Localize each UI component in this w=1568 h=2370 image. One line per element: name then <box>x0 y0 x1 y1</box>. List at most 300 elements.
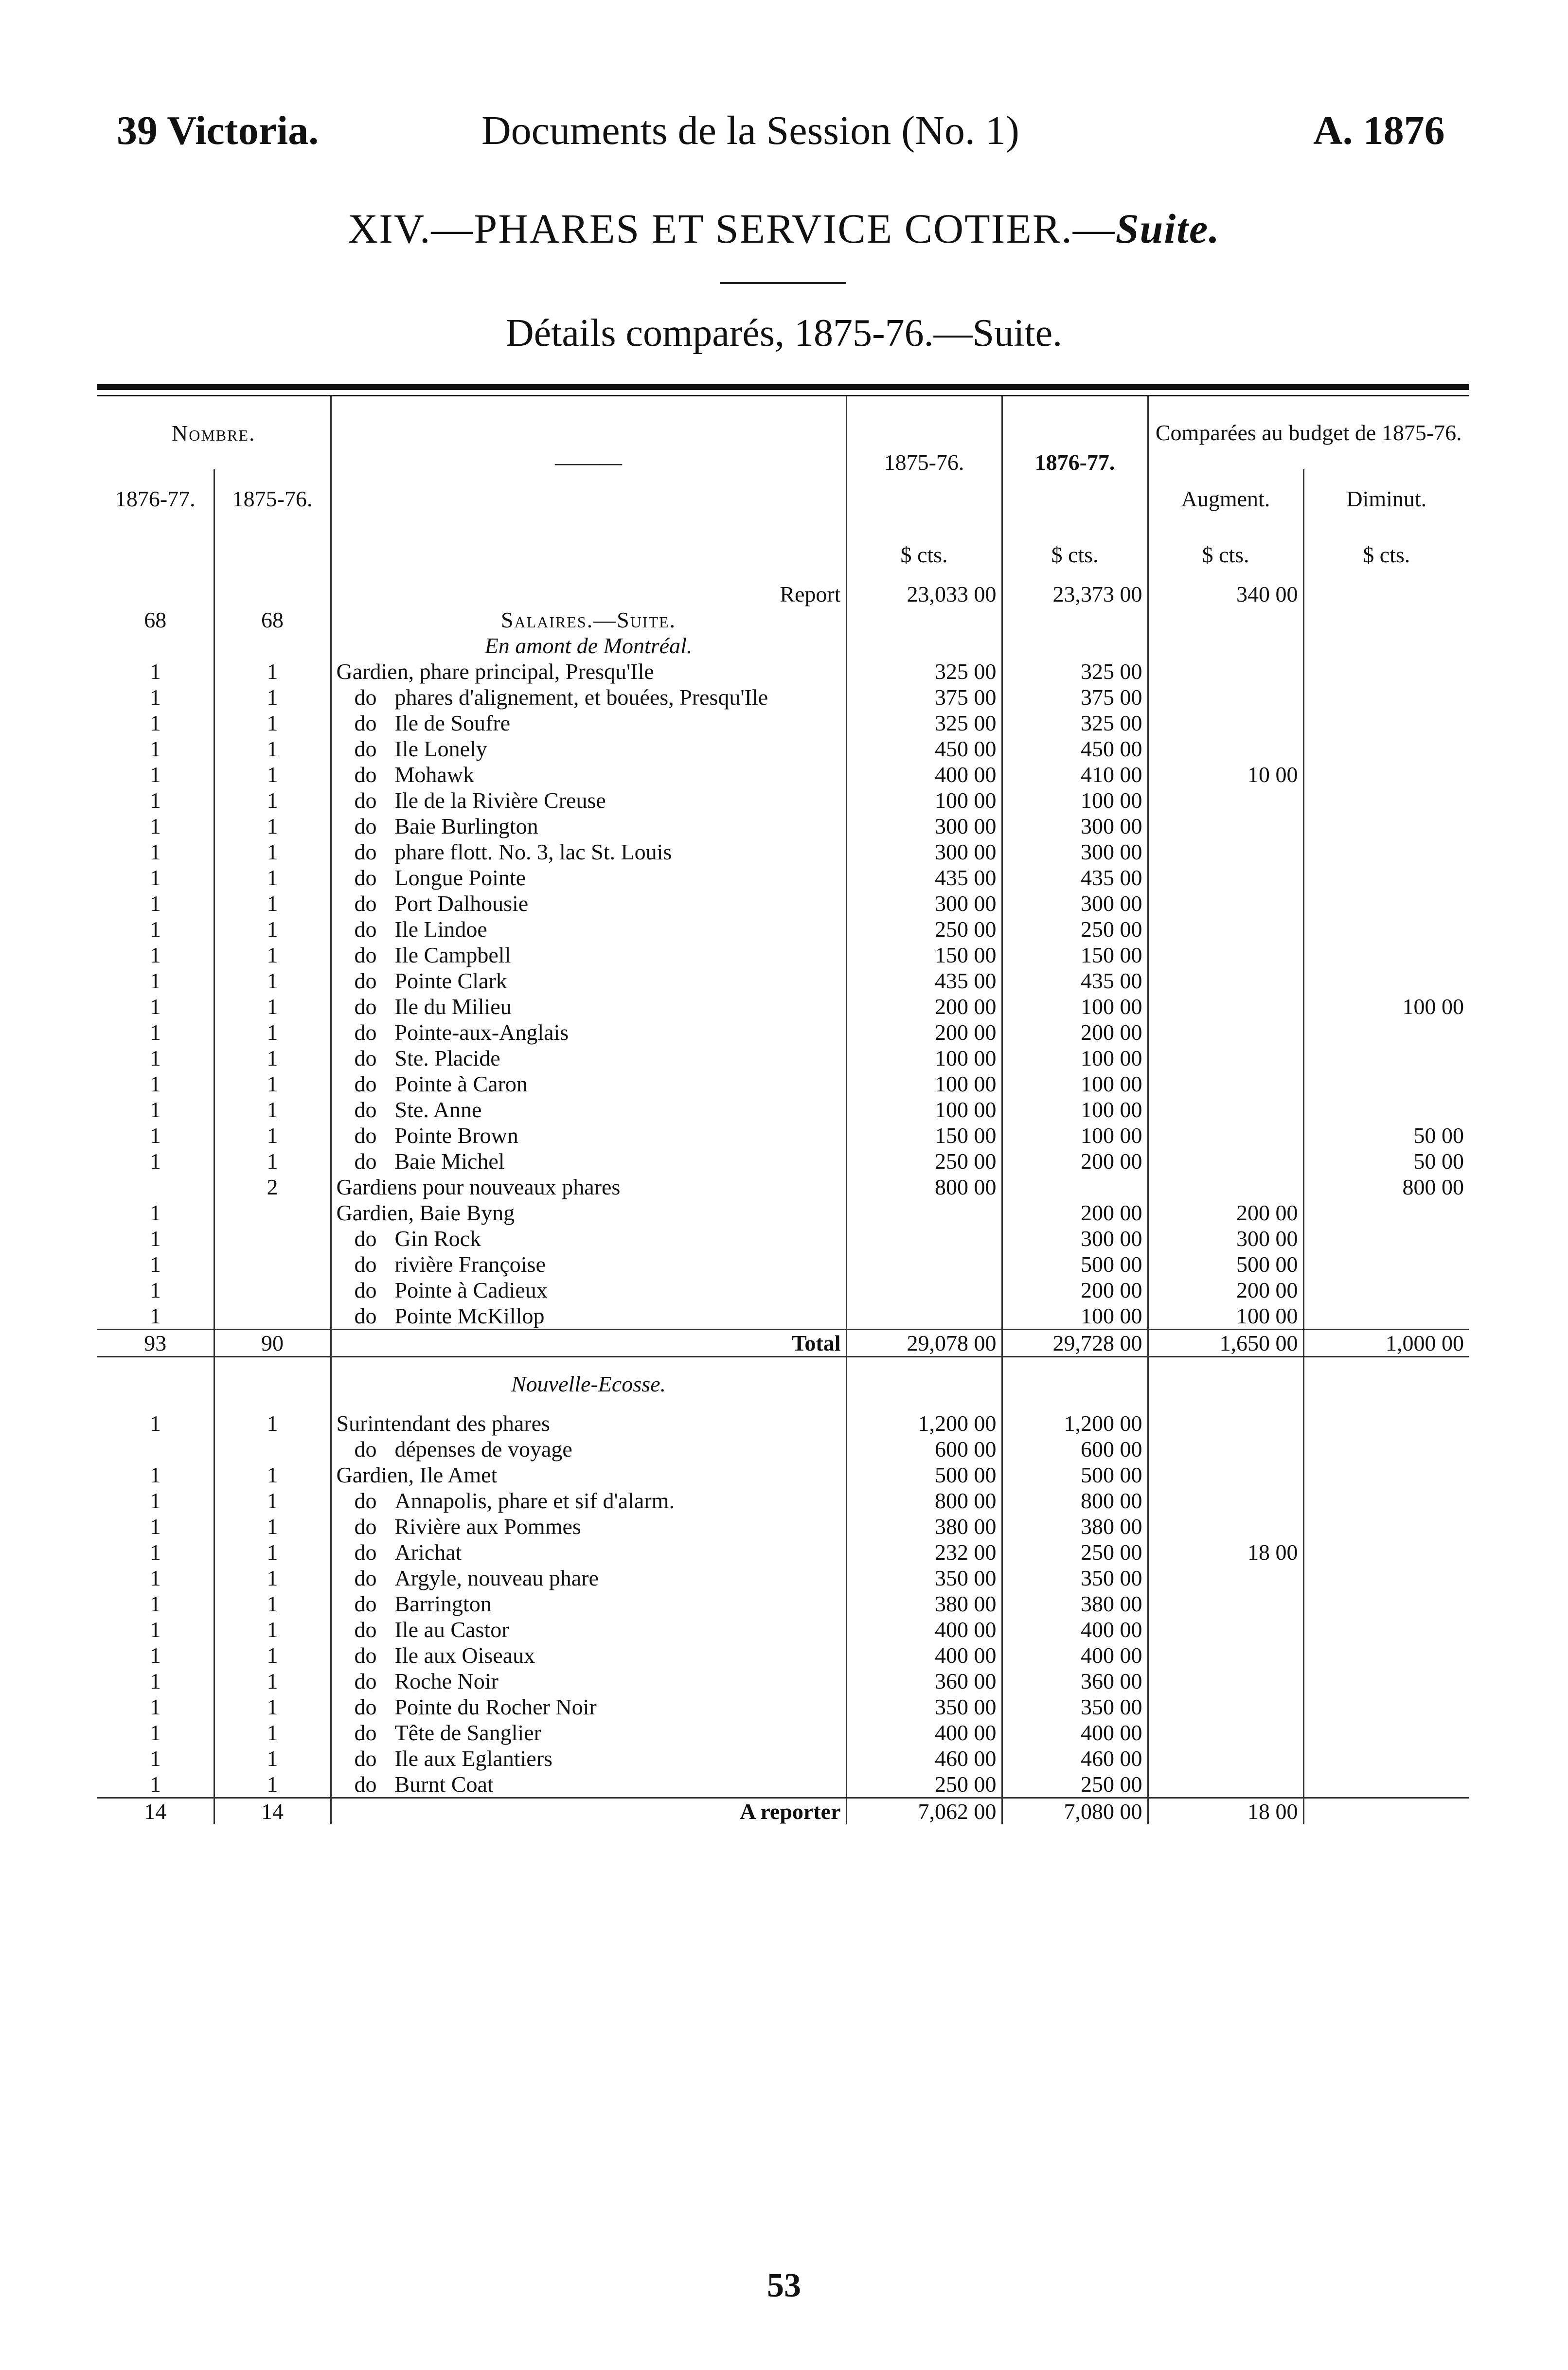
table-body <box>97 581 1469 1824</box>
ditto-mark: do <box>354 891 377 916</box>
description <box>331 1668 846 1694</box>
count-1875-76: 1 <box>214 1591 331 1617</box>
reporter-1875-76: 7,062 00 <box>846 1798 1002 1824</box>
table-row <box>97 1642 1469 1668</box>
description <box>331 865 846 891</box>
augment-value <box>1148 891 1303 916</box>
description-text: Ile aux Oiseaux <box>394 1642 535 1668</box>
description-text: Barrington <box>394 1591 492 1616</box>
ditto-mark: do <box>354 1097 377 1122</box>
diminut-value: 100 00 <box>1303 994 1469 1019</box>
augment-value <box>1148 839 1303 865</box>
augment-value <box>1148 942 1303 968</box>
description-text: Pointe du Rocher Noir <box>394 1694 597 1719</box>
description-text: Argyle, nouveau phare <box>394 1565 599 1590</box>
amount-1875-76: 400 00 <box>846 1617 1002 1642</box>
description <box>331 994 846 1019</box>
diminut-value <box>1303 865 1469 891</box>
currency-spacer <box>331 528 846 581</box>
description <box>331 1488 846 1514</box>
description-text: Ile du Milieu <box>394 994 512 1019</box>
col-description: ——— <box>331 396 846 528</box>
augment-value: 200 00 <box>1148 1200 1303 1226</box>
total-label: Total <box>331 1330 846 1357</box>
diminut-value <box>1303 1694 1469 1720</box>
diminut-value: 50 00 <box>1303 1123 1469 1148</box>
table-row <box>97 710 1469 736</box>
count-1875-76: 1 <box>214 1539 331 1565</box>
total-n2: 90 <box>214 1330 331 1357</box>
details-table <box>97 396 1469 1824</box>
amount-1876-77: 200 00 <box>1002 1019 1148 1045</box>
diminut-value <box>1303 736 1469 762</box>
diminut-value <box>1303 1019 1469 1045</box>
count-1875-76: 2 <box>214 1174 331 1200</box>
ditto-mark: do <box>354 839 377 864</box>
augment-value <box>1148 916 1303 942</box>
reporter-n1: 14 <box>97 1798 214 1824</box>
ditto-mark: do <box>354 1149 377 1174</box>
count-1876-77: 1 <box>149 968 161 993</box>
augment-value: 300 00 <box>1148 1226 1303 1251</box>
table-row <box>97 839 1469 865</box>
col-nombre: Nombre. <box>171 420 256 445</box>
description <box>331 787 846 813</box>
diminut-value <box>1303 659 1469 684</box>
carry-forward-row <box>97 1798 1469 1824</box>
description-text: Roche Noir <box>394 1668 499 1693</box>
description <box>331 1617 846 1642</box>
table-row <box>97 787 1469 813</box>
augment-value <box>1148 994 1303 1019</box>
description <box>331 1019 846 1045</box>
amount-1876-77: 600 00 <box>1002 1436 1148 1462</box>
currency-label: $ cts. <box>1148 528 1303 581</box>
amount-1875-76: 450 00 <box>846 736 1002 762</box>
amount-1875-76: 200 00 <box>846 1019 1002 1045</box>
count-1875-76: 1 <box>214 1123 331 1148</box>
amount-1875-76: 200 00 <box>846 994 1002 1019</box>
reporter-label: A reporter <box>331 1798 846 1824</box>
cell <box>214 633 331 659</box>
report-1875-76: 23,033 00 <box>846 581 1002 607</box>
amount-1875-76 <box>846 1277 1002 1303</box>
amount-1875-76: 400 00 <box>846 1720 1002 1746</box>
title-text: XIV.—PHARES ET SERVICE COTIER.— <box>348 205 1116 252</box>
count-1875-76 <box>214 1251 331 1277</box>
description-text: Gardiens pour nouveaux phares <box>336 1175 621 1199</box>
diminut-value <box>1303 684 1469 710</box>
amount-1875-76 <box>846 1226 1002 1251</box>
diminut-value <box>1303 942 1469 968</box>
diminut-value <box>1303 1746 1469 1771</box>
diminut-value <box>1303 839 1469 865</box>
col-augment: Augment. <box>1148 469 1303 528</box>
amount-1875-76 <box>846 1303 1002 1330</box>
table-row <box>97 1436 1469 1462</box>
description-text: Rivière aux Pommes <box>394 1514 581 1539</box>
amount-1876-77: 100 00 <box>1002 1045 1148 1071</box>
header-left: 39 Victoria. <box>117 108 319 153</box>
table-row <box>97 1617 1469 1642</box>
description-text: Gin Rock <box>394 1226 481 1251</box>
ditto-mark: do <box>354 865 377 890</box>
amount-1876-77: 100 00 <box>1002 787 1148 813</box>
ditto-mark: do <box>354 1020 377 1045</box>
description <box>331 1771 846 1798</box>
description-text: Longue Pointe <box>394 865 526 890</box>
count-1876-77: 1 <box>149 1746 161 1771</box>
count-1876-77: 1 <box>149 1252 161 1277</box>
amount-1876-77: 250 00 <box>1002 916 1148 942</box>
count-1875-76: 1 <box>214 710 331 736</box>
count-1876-77: 1 <box>149 1591 161 1616</box>
count-1875-76: 1 <box>214 968 331 994</box>
amount-1875-76: 232 00 <box>846 1539 1002 1565</box>
carried-n1: 68 <box>144 607 167 632</box>
count-1875-76: 1 <box>214 736 331 762</box>
table-row <box>97 1694 1469 1720</box>
count-1875-76: 1 <box>214 787 331 813</box>
count-1876-77: 1 <box>149 1278 161 1302</box>
description-text: Ile au Castor <box>394 1617 509 1642</box>
amount-1876-77: 100 00 <box>1002 994 1148 1019</box>
count-1876-77: 1 <box>149 1149 161 1174</box>
cell <box>846 607 1002 633</box>
count-1876-77: 1 <box>149 1071 161 1096</box>
cell <box>1148 1357 1303 1410</box>
count-1876-77: 1 <box>149 736 161 761</box>
count-1875-76: 1 <box>214 1045 331 1071</box>
description-text: Mohawk <box>394 762 475 787</box>
page-title <box>0 204 1568 253</box>
count-1875-76: 1 <box>214 1410 331 1436</box>
ditto-mark: do <box>354 917 377 942</box>
description <box>331 1720 846 1746</box>
total-1876-77: 29,728 00 <box>1002 1330 1148 1357</box>
description-text: Annapolis, phare et sif d'alarm. <box>394 1488 675 1513</box>
count-1875-76: 1 <box>214 1642 331 1668</box>
amount-1876-77: 500 00 <box>1002 1251 1148 1277</box>
reporter-diminut <box>1303 1798 1469 1824</box>
augment-value <box>1148 1019 1303 1045</box>
ditto-mark: do <box>354 1303 377 1328</box>
count-1876-77: 1 <box>149 659 161 684</box>
description <box>331 1642 846 1668</box>
count-1875-76: 1 <box>214 1617 331 1642</box>
ditto-mark: do <box>354 1565 377 1590</box>
total-diminut: 1,000 00 <box>1303 1330 1469 1357</box>
count-1875-76: 1 <box>214 684 331 710</box>
cell <box>97 1357 214 1410</box>
description <box>331 1410 846 1436</box>
count-1876-77: 1 <box>149 1410 161 1436</box>
section-row <box>97 1357 1469 1410</box>
count-1876-77: 1 <box>149 917 161 942</box>
ditto-mark: do <box>354 1226 377 1251</box>
amount-1876-77: 100 00 <box>1002 1303 1148 1330</box>
page-subtitle: Détails comparés, 1875-76.—Suite. <box>505 312 1063 355</box>
table-row <box>97 994 1469 1019</box>
augment-value <box>1148 1720 1303 1746</box>
table-row <box>97 736 1469 762</box>
count-1875-76 <box>214 1226 331 1251</box>
count-1876-77: 1 <box>149 1720 161 1745</box>
description <box>331 1436 846 1462</box>
description-text: Gardien, Ile Amet <box>336 1462 498 1487</box>
amount-1875-76: 100 00 <box>846 787 1002 813</box>
count-1875-76: 1 <box>214 1694 331 1720</box>
description-text: Gardien, Baie Byng <box>336 1200 515 1225</box>
total-row <box>97 1330 1469 1357</box>
ditto-mark: do <box>354 1046 377 1070</box>
augment-value <box>1148 1097 1303 1123</box>
description <box>331 1277 846 1303</box>
count-1875-76: 1 <box>214 1462 331 1488</box>
description-text: dépenses de voyage <box>394 1436 572 1461</box>
description <box>331 1539 846 1565</box>
diminut-value <box>1303 1303 1469 1330</box>
description-text: Ile Lindoe <box>394 917 487 942</box>
count-1876-77: 1 <box>149 1020 161 1045</box>
table-top-rule <box>97 384 1469 396</box>
report-row <box>97 581 1469 607</box>
description <box>331 659 846 684</box>
description <box>331 1045 846 1071</box>
description <box>331 1071 846 1097</box>
amount-1875-76: 360 00 <box>846 1668 1002 1694</box>
description-text: Ste. Anne <box>394 1097 482 1122</box>
count-1875-76: 1 <box>214 1668 331 1694</box>
amount-1875-76: 100 00 <box>846 1045 1002 1071</box>
augment-value <box>1148 1642 1303 1668</box>
reporter-1876-77: 7,080 00 <box>1002 1798 1148 1824</box>
count-1875-76: 1 <box>214 942 331 968</box>
count-1875-76: 1 <box>214 813 331 839</box>
description <box>331 1174 846 1200</box>
augment-value: 200 00 <box>1148 1277 1303 1303</box>
amount-1876-77: 400 00 <box>1002 1720 1148 1746</box>
table-row <box>97 813 1469 839</box>
ditto-mark: do <box>354 685 377 710</box>
header-right: A. 1876 <box>1313 108 1445 153</box>
table-row <box>97 1277 1469 1303</box>
description-text: Ile aux Eglantiers <box>394 1746 552 1771</box>
diminut-value <box>1303 1277 1469 1303</box>
table-row <box>97 1303 1469 1330</box>
count-1876-77: 1 <box>149 1694 161 1719</box>
ditto-mark: do <box>354 1123 377 1148</box>
description <box>331 916 846 942</box>
amount-1876-77: 435 00 <box>1002 968 1148 994</box>
description-text: Pointe Brown <box>394 1123 518 1148</box>
table-row <box>97 968 1469 994</box>
augment-value: 100 00 <box>1148 1303 1303 1330</box>
table-row <box>97 684 1469 710</box>
diminut-value <box>1303 762 1469 787</box>
augment-value <box>1148 787 1303 813</box>
count-1876-77: 1 <box>149 1123 161 1148</box>
carried-n2: 68 <box>214 607 331 633</box>
cell <box>846 633 1002 659</box>
count-1876-77: 1 <box>149 839 161 864</box>
count-1876-77: 1 <box>149 711 161 735</box>
report-label: Report <box>331 581 846 607</box>
count-1875-76: 1 <box>214 1097 331 1123</box>
table-row <box>97 1019 1469 1045</box>
diminut-value <box>1303 1668 1469 1694</box>
augment-value <box>1148 1565 1303 1591</box>
amount-1876-77: 100 00 <box>1002 1071 1148 1097</box>
amount-1875-76: 250 00 <box>846 916 1002 942</box>
amount-1875-76: 325 00 <box>846 659 1002 684</box>
description <box>331 1226 846 1251</box>
amount-1876-77: 100 00 <box>1002 1097 1148 1123</box>
diminut-value <box>1303 1097 1469 1123</box>
diminut-value <box>1303 1410 1469 1436</box>
cell <box>1148 607 1303 633</box>
currency-label: $ cts. <box>1002 528 1148 581</box>
description <box>331 1200 846 1226</box>
amount-1875-76: 300 00 <box>846 891 1002 916</box>
ditto-mark: do <box>354 788 377 813</box>
table-row <box>97 762 1469 787</box>
diminut-value: 800 00 <box>1303 1174 1469 1200</box>
amount-1875-76: 150 00 <box>846 942 1002 968</box>
augment-value: 18 00 <box>1148 1539 1303 1565</box>
description <box>331 891 846 916</box>
cell <box>1002 607 1148 633</box>
description-text: Pointe-aux-Anglais <box>394 1020 569 1045</box>
carried-row <box>97 607 1469 633</box>
count-1876-77: 1 <box>149 762 161 787</box>
table-row <box>97 1771 1469 1798</box>
amount-1876-77: 380 00 <box>1002 1591 1148 1617</box>
amount-1875-76: 800 00 <box>846 1488 1002 1514</box>
amount-1876-77: 460 00 <box>1002 1746 1148 1771</box>
ditto-mark: do <box>354 1746 377 1771</box>
title-suffix: Suite. <box>1115 205 1220 252</box>
augment-value: 500 00 <box>1148 1251 1303 1277</box>
augment-value <box>1148 1488 1303 1514</box>
table-row <box>97 1045 1469 1071</box>
count-1875-76: 1 <box>214 1746 331 1771</box>
count-1875-76 <box>214 1303 331 1330</box>
title-divider <box>720 282 846 284</box>
col-nombre-1876-77: 1876-77. <box>115 486 196 511</box>
diminut-value <box>1303 1251 1469 1277</box>
diminut-value <box>1303 891 1469 916</box>
augment-value <box>1148 1462 1303 1488</box>
description <box>331 710 846 736</box>
total-1875-76: 29,078 00 <box>846 1330 1002 1357</box>
amount-1876-77: 450 00 <box>1002 736 1148 762</box>
amount-1876-77: 325 00 <box>1002 659 1148 684</box>
augment-value <box>1148 1436 1303 1462</box>
augment-value <box>1148 813 1303 839</box>
description-text: Gardien, phare principal, Presqu'Ile <box>336 659 654 684</box>
table-row <box>97 942 1469 968</box>
diminut-value <box>1303 1720 1469 1746</box>
description-text: Baie Michel <box>394 1149 505 1174</box>
diminut-value: 50 00 <box>1303 1148 1469 1174</box>
amount-1875-76: 380 00 <box>846 1591 1002 1617</box>
amount-1876-77: 325 00 <box>1002 710 1148 736</box>
amount-1875-76 <box>846 1200 1002 1226</box>
table-row <box>97 659 1469 684</box>
count-1876-77: 1 <box>149 1642 161 1668</box>
table-row <box>97 916 1469 942</box>
table-row <box>97 1462 1469 1488</box>
amount-1875-76: 100 00 <box>846 1071 1002 1097</box>
cell <box>214 1357 331 1410</box>
description-text: Pointe McKillop <box>394 1303 545 1328</box>
description-text: Port Dalhousie <box>394 891 529 916</box>
description <box>331 1694 846 1720</box>
description <box>331 1514 846 1539</box>
amount-1876-77: 200 00 <box>1002 1148 1148 1174</box>
description-text: Pointe Clark <box>394 968 507 993</box>
count-1875-76: 1 <box>214 659 331 684</box>
amount-1876-77: 400 00 <box>1002 1617 1148 1642</box>
count-1876-77: 1 <box>149 1488 161 1513</box>
ditto-mark: do <box>354 814 377 838</box>
count-1875-76: 1 <box>214 1720 331 1746</box>
description <box>331 1148 846 1174</box>
currency-label: $ cts. <box>846 528 1002 581</box>
description-text: Ste. Placide <box>394 1046 500 1070</box>
table-row <box>97 1251 1469 1277</box>
salaires-heading: Salaires.—Suite. <box>331 607 846 633</box>
header-center: Documents de la Session (No. 1) <box>481 108 1019 153</box>
augment-value <box>1148 1071 1303 1097</box>
augment-value <box>1148 1617 1303 1642</box>
amount-1876-77: 250 00 <box>1002 1771 1148 1798</box>
amount-1876-77: 300 00 <box>1002 1226 1148 1251</box>
ditto-mark: do <box>354 762 377 787</box>
amount-1875-76: 300 00 <box>846 839 1002 865</box>
count-1876-77: 1 <box>149 1462 161 1487</box>
count-1876-77: 1 <box>149 1565 161 1590</box>
amount-1875-76: 1,200 00 <box>846 1410 1002 1436</box>
page-number: 53 <box>767 2267 801 2304</box>
cell <box>214 581 331 607</box>
description-text: Pointe à Cadieux <box>394 1278 548 1302</box>
table-row <box>97 1565 1469 1591</box>
count-1875-76: 1 <box>214 1148 331 1174</box>
count-1876-77: 1 <box>149 788 161 813</box>
description <box>331 1303 846 1330</box>
description-text: Ile de la Rivière Creuse <box>394 788 606 813</box>
report-1876-77: 23,373 00 <box>1002 581 1148 607</box>
count-1875-76 <box>214 1277 331 1303</box>
amount-1875-76: 375 00 <box>846 684 1002 710</box>
table-row <box>97 1746 1469 1771</box>
augment-value <box>1148 1514 1303 1539</box>
amount-1875-76: 325 00 <box>846 710 1002 736</box>
cell <box>1002 1357 1148 1410</box>
reporter-n2: 14 <box>214 1798 331 1824</box>
diminut-value <box>1303 710 1469 736</box>
amount-1875-76: 150 00 <box>846 1123 1002 1148</box>
details-table-wrapper <box>97 384 1469 1824</box>
amount-1876-77: 200 00 <box>1002 1200 1148 1226</box>
augment-value <box>1148 968 1303 994</box>
diminut-value <box>1303 1591 1469 1617</box>
amount-1876-77: 360 00 <box>1002 1668 1148 1694</box>
amount-1875-76: 400 00 <box>846 1642 1002 1668</box>
count-1875-76: 1 <box>214 762 331 787</box>
